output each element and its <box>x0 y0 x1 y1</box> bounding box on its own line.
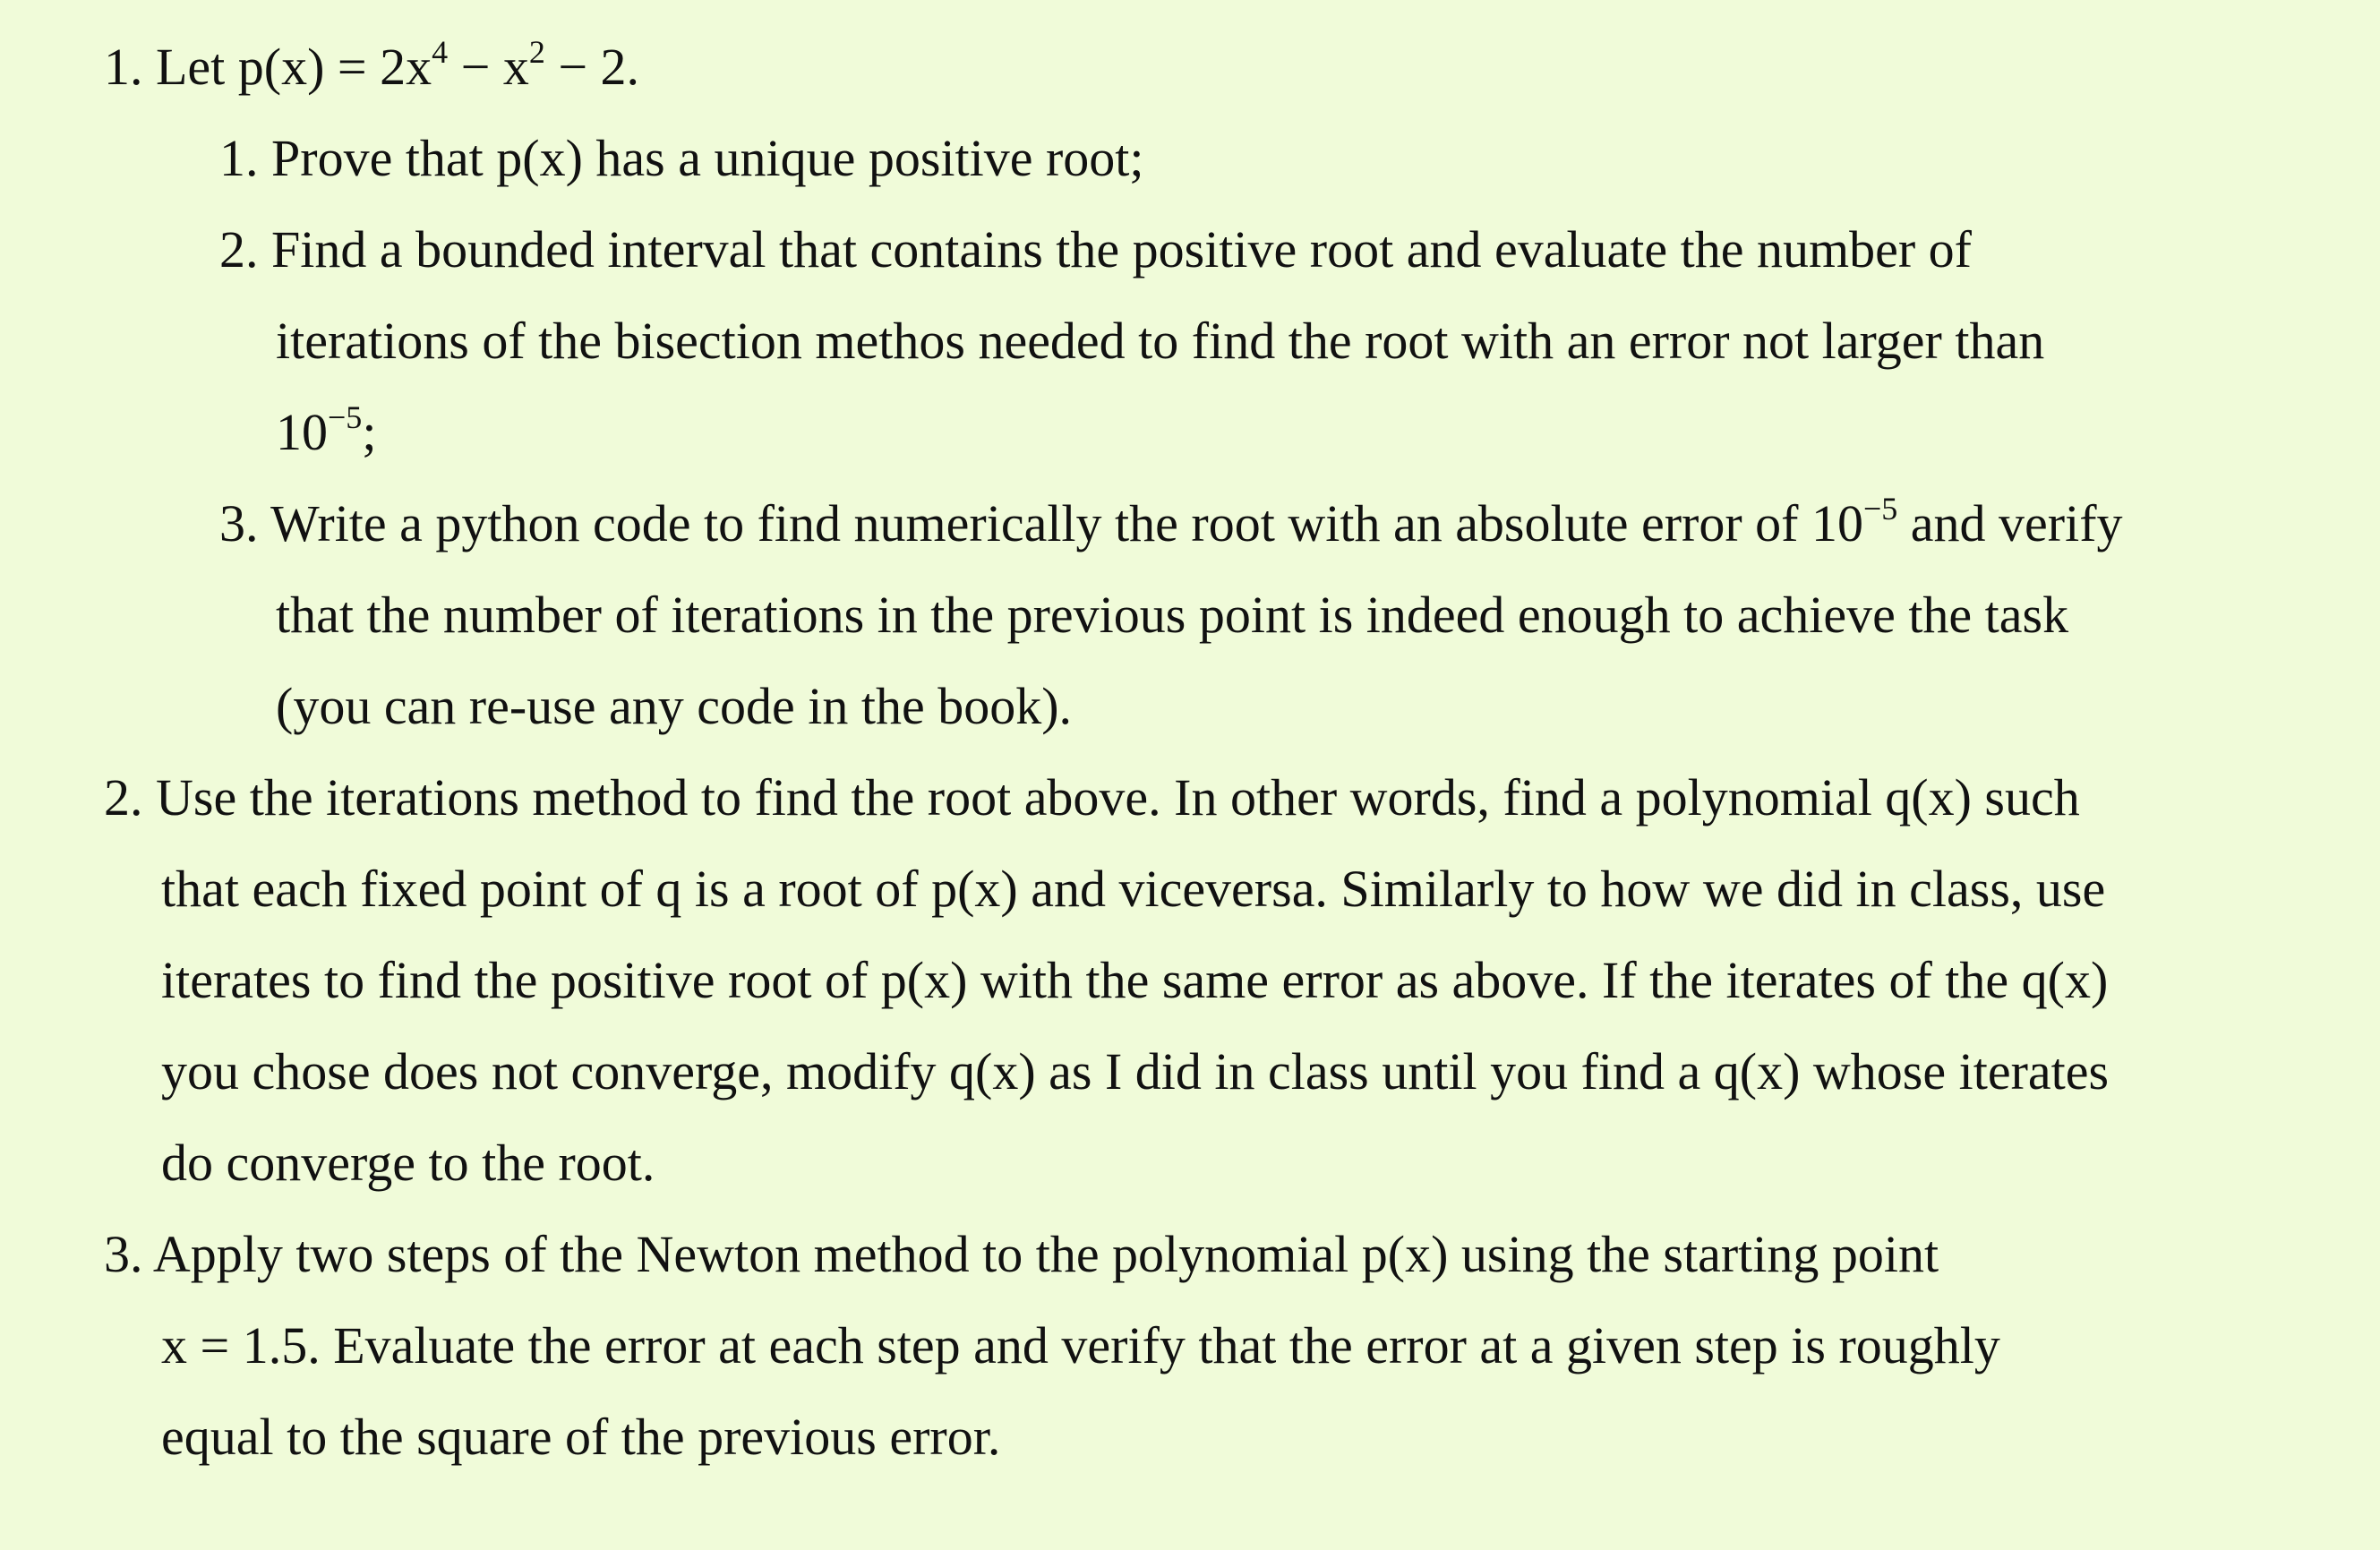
subitem-text: Write a python code to find numerically the root with an absolute error of $10^{-5}$ and verify <box>270 491 2123 552</box>
problem-2-line-3: iterates to find the positive root of p(x) with the same error as above. If the iterates of the q(x) <box>161 951 2109 1009</box>
problem-3-number: 3. <box>104 1225 143 1283</box>
problem-3-line-1: 3. Apply two steps of the Newton method to the polynomial p(x) using the starting point <box>104 1209 1939 1300</box>
problem-2-line-2: that each fixed point of q is a root of p(x) and viceversa. Similarly to how we did in class, use <box>161 860 2106 918</box>
problem-1-3-line-2: that the number of iterations in the previous point is indeed enough to achieve the task <box>276 586 2069 644</box>
problem-2-line-4: you chose does not converge, modify q(x) as I did in class until you find a q(x) whose iterates <box>161 1042 2110 1100</box>
problem-1-3-line-1 <box>219 478 2123 569</box>
subitem-text: Prove that p(x) has a unique positive root; <box>271 129 1144 187</box>
polynomial-definition: Let $p(x) = 2x^4 - x^2 - 2$. <box>156 34 640 96</box>
problem-3-line-3: equal to the square of the previous error. <box>161 1408 1001 1466</box>
problem-1-2-line-3: $10^{-5}$; <box>276 399 377 461</box>
problem-1-number: 1. <box>104 38 143 96</box>
subitem-number: 2. <box>219 220 259 278</box>
subitem-number: 1. <box>219 129 259 187</box>
problem-1-3-line-3: (you can re-use any code in the book). <box>276 677 1073 735</box>
problem-1-2-line-2: iterations of the bisection methos needed to find the root with an error not larger than <box>276 312 2045 370</box>
problem-1-1 <box>219 113 1144 204</box>
problem-2-number: 2. <box>104 768 143 826</box>
subitem-number: 3. <box>219 494 259 552</box>
subitem-text: Find a bounded interval that contains the positive root and evaluate the number of <box>271 220 1972 278</box>
problem-3-line-2: x = 1.5. Evaluate the error at each step and verify that the error at a given step is roughly <box>161 1316 2000 1374</box>
problem-1-intro <box>104 21 639 113</box>
problem-2-line-5: do converge to the root. <box>161 1134 655 1192</box>
problem-2-line-1: 2. Use the iterations method to find the root above. In other words, find a polynomial q(x) such <box>104 752 2080 844</box>
problem-1-2-line-1 <box>219 204 1972 295</box>
